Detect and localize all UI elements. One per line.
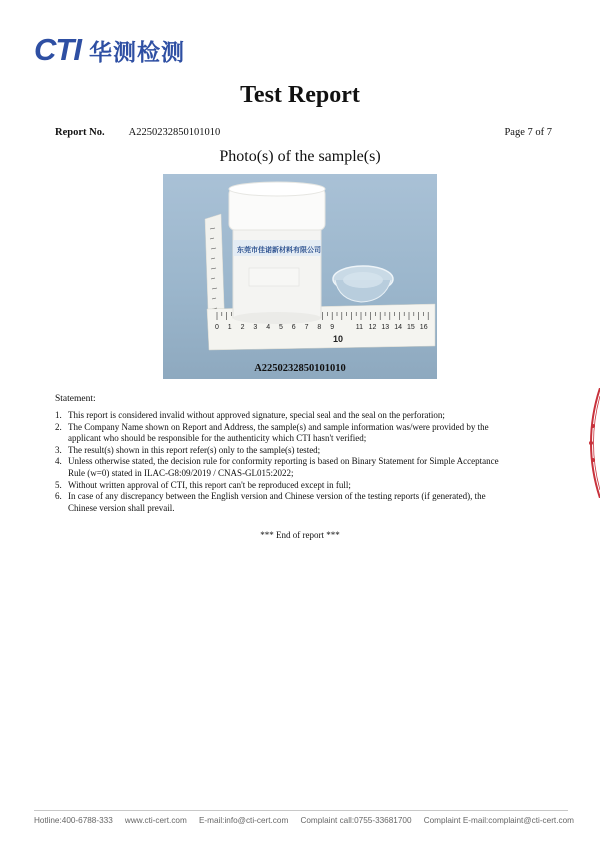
statement-item-number: 4. <box>55 456 62 467</box>
footer-website[interactable]: www.cti-cert.com <box>124 816 187 825</box>
ruler-tick-label: 2 <box>240 324 245 331</box>
ruler-tick-label: 5 <box>279 324 283 331</box>
logo-brand: CTI <box>34 32 81 67</box>
cti-logo <box>34 32 185 68</box>
ruler-tick-label: 9 <box>330 324 335 331</box>
footer <box>34 816 574 825</box>
clear-cup <box>333 266 393 302</box>
logo-chinese-name: 华测检测 <box>88 39 185 66</box>
report-number-label: Report No. <box>55 127 105 138</box>
statement-item-text: The Company Name shown on Report and Address, the sample(s) and sample information was/were provided by the applicant who should be responsible for the authenticity which CTI hasn't verified; <box>68 421 489 444</box>
statement-item-text: In case of any discrepancy between the English version and Chinese version of the testing reports (if generated), the Chinese version shall prevail. <box>68 491 486 513</box>
statement-item-number: 5. <box>55 479 62 490</box>
footer-email[interactable]: E-mail:info@cti-cert.com <box>198 816 289 825</box>
statement-item-text: This report is considered invalid without approved signature, special seal and the seal on the perforation; <box>68 410 445 420</box>
perforation-seal <box>580 388 600 498</box>
ruler-tick-label: 4 <box>266 324 271 331</box>
ruler-tick-label: 1 <box>227 324 232 331</box>
white-jar <box>229 182 325 324</box>
page-title: Test Report <box>240 82 360 108</box>
jar-label: 东莞市佳诺新材料有限公司 <box>237 246 321 254</box>
ruler-tick-label: 7 <box>304 324 309 331</box>
sample-photo <box>163 174 437 379</box>
page-number: Page 7 of 7 <box>504 127 552 138</box>
ruler-tick-label: 0 <box>215 324 219 331</box>
ruler-tick-label: 14 <box>394 324 402 331</box>
ruler-tick-label: 15 <box>407 324 415 331</box>
ruler-tick-label: 6 <box>291 324 296 331</box>
footer-divider <box>34 810 568 811</box>
statement-item <box>55 480 505 492</box>
ruler-tick-label: 12 <box>368 324 377 331</box>
statement-item-number: 1. <box>55 410 62 420</box>
end-of-report: *** End of report *** <box>260 530 340 540</box>
report-number <box>55 127 220 138</box>
ruler-tick-label: 13 <box>381 324 390 331</box>
statement-item-number: 2. <box>55 421 62 432</box>
footer-hotline: Hotline:400-6788-333 <box>34 816 113 825</box>
statement-item <box>55 422 505 445</box>
sample-photo-illustration <box>163 174 437 379</box>
ruler-tick-label: 8 <box>317 324 322 331</box>
statement-item-number: 6. <box>55 491 62 502</box>
statement-item <box>55 445 505 457</box>
statement-item-text: Unless otherwise stated, the decision rule for conformity reporting is based on Binary Statement for Simple Acceptance Rule (w=0) stated in ILAC-G8:09/2019 / CNAS-GL015:2022; <box>68 456 499 478</box>
statement-item-text: The result(s) shown in this report refer(s) only to the sample(s) tested; <box>68 444 321 455</box>
statement-heading: Statement: <box>55 394 96 404</box>
sample-id-label: A2250232850101010 <box>254 363 346 374</box>
report-number-value: A2250232850101010 <box>128 127 221 138</box>
statement-item <box>55 491 505 514</box>
statement-list <box>55 410 505 514</box>
footer-complaint-email[interactable]: Complaint E-mail:complaint@cti-cert.com <box>423 816 574 825</box>
photo-heading: Photo(s) of the sample(s) <box>219 148 381 165</box>
statement-item-text: Without written approval of CTI, this report can't be reproduced except in full; <box>68 479 351 490</box>
statement-item <box>55 410 505 422</box>
statement-item-number: 3. <box>55 444 62 455</box>
footer-complaint-call: Complaint call:0755-33681700 <box>300 816 412 825</box>
ruler-big-number: 10 <box>333 334 344 344</box>
ruler-tick-label: 11 <box>355 324 364 331</box>
ruler-tick-label: 16 <box>419 324 428 331</box>
ruler-tick-label: 3 <box>253 324 258 331</box>
statement-item <box>55 456 505 479</box>
